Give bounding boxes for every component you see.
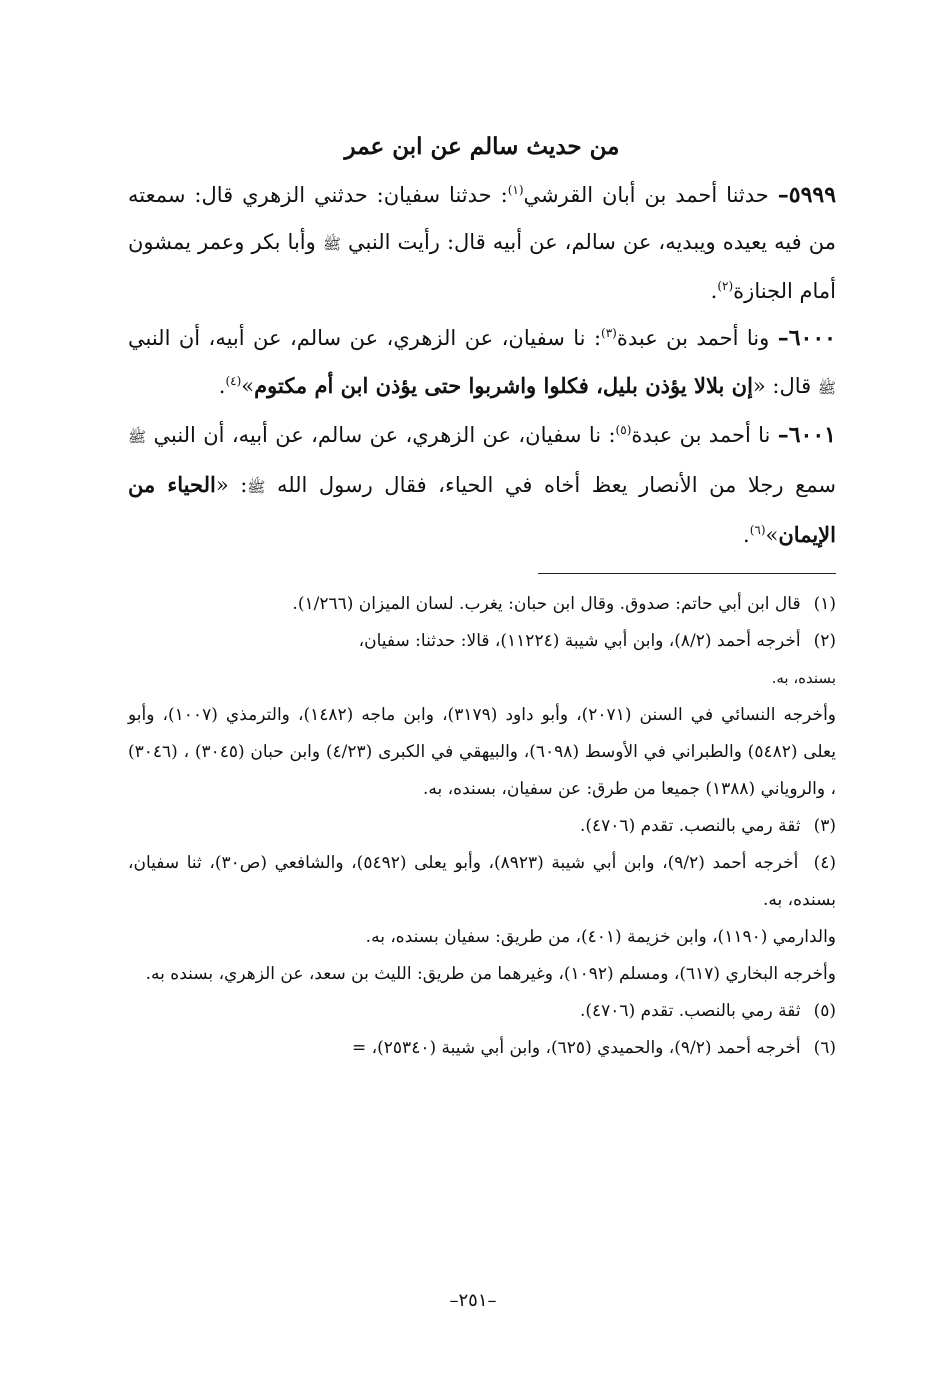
- salla-glyph: ﷺ: [128, 428, 147, 446]
- hadith-number: ٦٠٠٠–: [777, 325, 836, 351]
- hadith-text: »: [241, 374, 255, 398]
- footnote-text: أخرجه أحمد (٩/٢)، والحميدي (٦٢٥)، وابن أبي شيبة (٢٥٣٤٠)،: [371, 1038, 801, 1058]
- footnote-text: أخرجه أحمد (٨/٢)، وابن أبي شيبة (١١٢٢٤)، قالا: حدثنا: سفيان،: [358, 631, 801, 651]
- footnote-text: قال ابن أبي حاتم: صدوق. وقال ابن حبان: يغرب. لسان الميزان (١/٢٦٦).: [292, 594, 801, 614]
- footnote-text: ثقة رمي بالنصب. تقدم (٤٧٠٦).: [579, 816, 801, 836]
- hadith-text: : «: [215, 473, 248, 497]
- footnote-text: ثقة رمي بالنصب. تقدم (٤٧٠٦).: [579, 1001, 801, 1021]
- footnote-text: بسنده، به.: [771, 669, 836, 687]
- page-number: –٢٥١–: [449, 1290, 497, 1311]
- hadith-text: حدثنا أحمد بن أبان القرشي: [523, 183, 769, 207]
- hadith-6000: [128, 315, 836, 412]
- footnote-4-cont: [128, 919, 836, 956]
- hadith-matn: إن بلالا يؤذن بليل، فكلوا واشربوا حتى يؤذن ابن أم مكتوم: [254, 373, 753, 398]
- footnote-ref[interactable]: (٢): [717, 279, 734, 293]
- continuation-mark: =: [352, 1038, 367, 1058]
- hadith-text: سمع رجلا من الأنصار يعظ أخاه في الحياء، فقال رسول الله: [265, 473, 836, 497]
- footnote-4-cont: [128, 956, 836, 993]
- hadith-text: نا أحمد بن عبدة: [631, 423, 771, 447]
- hadith-text: قال: «: [752, 374, 818, 398]
- section-title: من حديث سالم عن ابن عمر: [344, 133, 620, 160]
- salla-glyph: ﷺ: [247, 478, 266, 496]
- hadith-6001: [128, 412, 836, 559]
- footnote-mark: (٢): [813, 631, 836, 651]
- hadith-number: ٦٠٠١–: [777, 422, 836, 448]
- footnote-2-cont: [128, 697, 836, 808]
- hadith-number: ٥٩٩٩–: [777, 182, 837, 208]
- footnote-ref[interactable]: (١): [507, 183, 524, 197]
- footnote-text: وأخرجه البخاري (٦١٧)، ومسلم (١٠٩٢)، وغيرهما من طريق: الليث بن سعد، عن الزهري، بسنده به.: [145, 964, 836, 984]
- hadith-text: : نا سفيان، عن الزهري، عن سالم، عن أبيه، أن النبي: [128, 326, 602, 350]
- footnote-mark: (١): [813, 594, 836, 614]
- footnote-6: [128, 1030, 836, 1067]
- footnote-2-cont: [128, 660, 836, 697]
- footnote-text: أخرجه أحمد (٩/٢)، وابن أبي شيبة (٨٩٢٣)، وأبو يعلى (٥٤٩٢)، والشافعي (ص٣٠)، ثنا سفيان، بسنده، به.: [128, 853, 836, 910]
- footnote-4: [128, 845, 836, 919]
- hadith-5999: [128, 172, 836, 315]
- hadith-text: : نا سفيان، عن الزهري، عن سالم، عن أبيه، أن النبي: [146, 423, 616, 447]
- hadith-text: .: [218, 374, 226, 398]
- footnote-ref[interactable]: (٥): [615, 423, 632, 437]
- hadith-text: : حدثنا سفيان: حدثني الزهري قال: سمعته من فيه يعيده ويبديه، عن سالم، عن أبيه قال: رأيت النبي: [128, 183, 837, 254]
- salla-glyph: ﷺ: [322, 235, 341, 253]
- footnote-3: [128, 808, 836, 845]
- footnote-2: [128, 623, 836, 660]
- footnote-mark: (٣): [813, 816, 836, 836]
- footnote-text: والدارمي (١١٩٠)، وابن خزيمة (٤٠١)، من طريق: سفيان بسنده، به.: [365, 927, 836, 947]
- footnote-separator: [538, 573, 836, 574]
- footnote-1: [128, 586, 836, 623]
- hadith-text: .: [743, 523, 750, 547]
- footnote-ref[interactable]: (٤): [225, 374, 242, 388]
- footnote-ref[interactable]: (٣): [601, 326, 617, 340]
- footnote-text: وأخرجه النسائي في السنن (٢٠٧١)، وأبو داود (٣١٧٩)، وابن ماجه (١٤٨٢)، والترمذي (١٠٠٧)، وأبو يعلى (٥٤٨٢) والطبراني في الأوسط (٦٠٩٨)، والبيهقي في الكبرى (٤/٢٣) وابن حبان (٣٠٤٥) ، (٣٠٤٦) ، والروياني (١٣٨٨) جميعا من طرق: عن سفيان، بسنده، به.: [128, 705, 836, 799]
- hadith-text: ونا أحمد بن عبدة: [616, 326, 770, 350]
- footnotes: [128, 586, 836, 1067]
- footnote-mark: (٦): [813, 1038, 836, 1058]
- page-body: [128, 130, 836, 1067]
- salla-glyph: ﷺ: [817, 379, 836, 397]
- footnote-mark: (٥): [813, 1001, 836, 1021]
- footnote-mark: (٤): [813, 853, 836, 873]
- hadith-text: »: [765, 523, 779, 547]
- hadith-text: وأبا بكر وعمر يمشون أمام الجنازة: [128, 230, 836, 303]
- hadith-matn: الحياء من الإيمان: [128, 472, 836, 547]
- footnote-5: [128, 993, 836, 1030]
- footnote-ref[interactable]: (٦): [749, 523, 766, 537]
- hadith-text: .: [710, 279, 718, 303]
